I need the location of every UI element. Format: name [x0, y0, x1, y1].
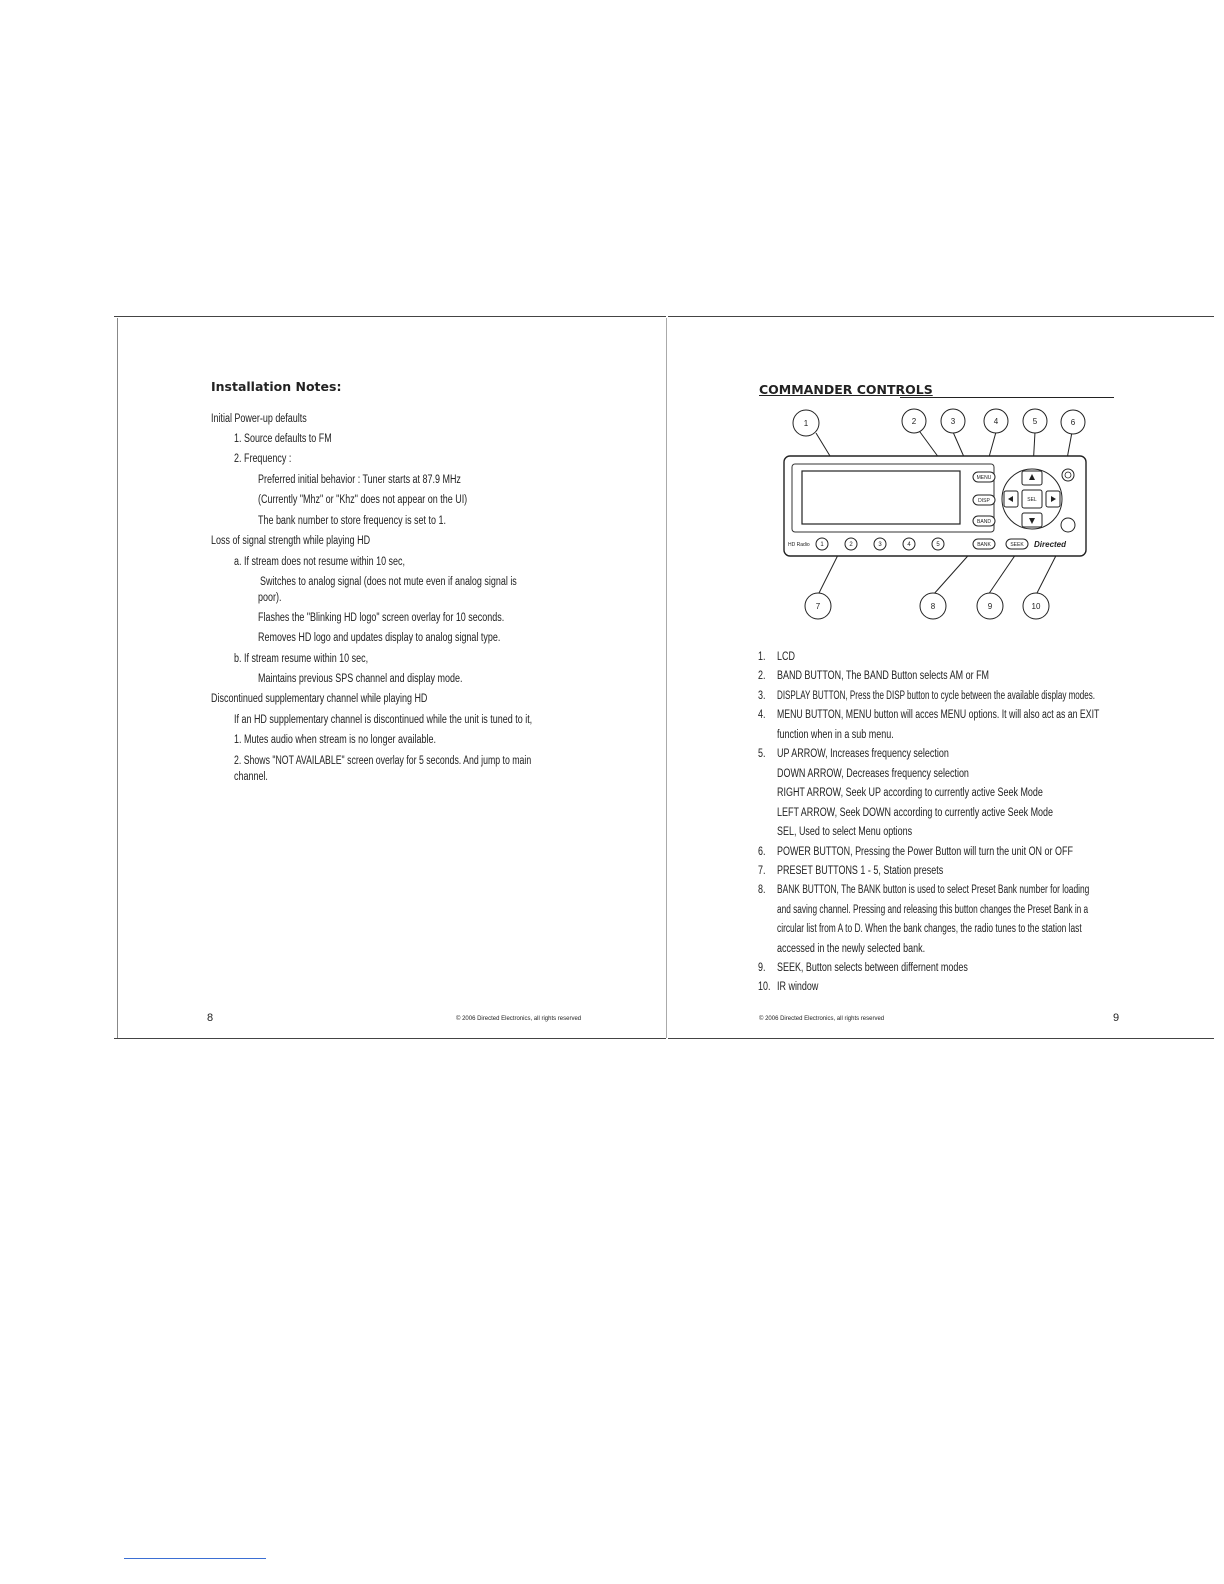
text-line: Maintains previous SPS channel and display mode.	[258, 673, 463, 685]
bottom-border-right	[668, 1038, 1214, 1039]
text-line: Initial Power-up defaults	[211, 413, 307, 425]
lcd-screen	[802, 471, 960, 524]
text-line: Loss of signal strength while playing HD	[211, 535, 371, 547]
item-num: 9.	[758, 962, 766, 974]
callout-10: 10	[1031, 602, 1041, 611]
preset-5-label: 5	[936, 542, 940, 548]
callout-7: 7	[815, 602, 821, 611]
callout-3: 3	[950, 417, 956, 426]
page-number: 9	[1113, 1012, 1120, 1024]
text-line: The bank number to store frequency is set to 1.	[258, 515, 446, 527]
item-text: BANK BUTTON, The BANK button is used to select Preset Bank number for loading	[777, 884, 1090, 896]
item-text: MENU BUTTON, MENU button will acces MENU options. It will also act as an EXIT	[777, 709, 1100, 721]
preset-3-label: 3	[878, 542, 882, 548]
callout-4: 4	[993, 417, 999, 426]
installation-notes-heading: Installation Notes:	[211, 379, 342, 394]
item-num: 4.	[758, 709, 766, 721]
item-num: 7.	[758, 865, 766, 877]
item-text: POWER BUTTON, Pressing the Power Button will turn the unit ON or OFF	[777, 846, 1073, 858]
top-border-left	[114, 316, 666, 317]
top-border-right	[668, 316, 1214, 317]
item-num: 1.	[758, 651, 766, 663]
callout-5: 5	[1032, 417, 1038, 426]
heading-rule	[900, 397, 1114, 398]
menu-button-label: MENU	[976, 475, 992, 481]
item-text: LEFT ARROW, Seek DOWN according to currently active Seek Mode	[777, 807, 1054, 819]
radio-faceplate-diagram	[770, 400, 1100, 630]
bottom-link-underline	[124, 1558, 266, 1559]
hd-radio-logo: HD Radio	[788, 542, 810, 548]
callout-9: 9	[987, 602, 993, 611]
callout-8: 8	[930, 602, 936, 611]
item-text: DISPLAY BUTTON, Press the DISP button to cycle between the available display modes.	[777, 690, 1095, 702]
text-line: (Currently "Mhz" or "Khz" does not appear on the UI)	[258, 494, 468, 506]
callout-2: 2	[911, 417, 917, 426]
item-text: accessed in the newly selected bank.	[777, 943, 926, 955]
item-num: 6.	[758, 846, 766, 858]
item-text: IR window	[777, 981, 819, 993]
text-line: If an HD supplementary channel is discontinued while the unit is tuned to it,	[234, 714, 533, 726]
commander-controls-heading: COMMANDER CONTROLS	[759, 382, 933, 397]
item-num: 3.	[758, 690, 766, 702]
item-text: RIGHT ARROW, Seek UP according to currently active Seek Mode	[777, 787, 1043, 799]
left-edge	[117, 318, 118, 1038]
text-line: Flashes the "Blinking HD logo" screen overlay for 10 seconds.	[258, 612, 505, 624]
text-line: b. If stream resume within 10 sec,	[234, 653, 369, 665]
item-text: DOWN ARROW, Decreases frequency selection	[777, 768, 969, 780]
text-line: poor).	[258, 592, 282, 604]
power-button	[1062, 469, 1074, 481]
item-text: LCD	[777, 651, 795, 663]
item-num: 10.	[758, 981, 771, 993]
preset-2-label: 2	[849, 542, 853, 548]
item-text: PRESET BUTTONS 1 - 5, Station presets	[777, 865, 944, 877]
item-text: BAND BUTTON, The BAND Button selects AM or FM	[777, 670, 990, 682]
text-line: Preferred initial behavior : Tuner starts at 87.9 MHz	[258, 474, 461, 486]
text-line: Removes HD logo and updates display to analog signal type.	[258, 632, 501, 644]
sel-button-label: SEL	[1027, 497, 1037, 503]
item-text: UP ARROW, Increases frequency selection	[777, 748, 949, 760]
page-number: 8	[207, 1012, 214, 1024]
item-num: 5.	[758, 748, 766, 760]
preset-4-label: 4	[907, 542, 911, 548]
text-line: 2. Shows "NOT AVAILABLE" screen overlay for 5 seconds. And jump to main	[234, 755, 532, 767]
text-line: a. If stream does not resume within 10 sec,	[234, 556, 406, 568]
item-text: SEEK, Button selects between differnent modes	[777, 962, 968, 974]
disp-button-label: DISP	[978, 498, 990, 504]
brand-logo: Directed	[1034, 540, 1067, 549]
item-num: 8.	[758, 884, 766, 896]
item-text: function when in a sub menu.	[777, 729, 894, 741]
text-line: channel.	[234, 771, 268, 783]
band-button-label: BAND	[977, 519, 991, 525]
text-line: Switches to analog signal (does not mute even if analog signal is	[260, 576, 517, 588]
item-text: SEL, Used to select Menu options	[777, 826, 913, 838]
text-line: 1. Source defaults to FM	[234, 433, 332, 445]
preset-1-label: 1	[820, 542, 824, 548]
bottom-border-left	[114, 1038, 666, 1039]
item-num: 2.	[758, 670, 766, 682]
item-text: and saving channel. Pressing and releasing this button changes the Preset Bank in a	[777, 904, 1089, 916]
callout-6: 6	[1070, 418, 1076, 427]
text-line: 1. Mutes audio when stream is no longer available.	[234, 734, 436, 746]
text-line: Discontinued supplementary channel while playing HD	[211, 693, 428, 705]
item-text: circular list from A to D. When the bank changes, the radio tunes to the station last	[777, 923, 1082, 935]
callout-1: 1	[803, 419, 809, 428]
text-line: 2. Frequency :	[234, 453, 292, 465]
copyright-footer: © 2006 Directed Electronics, all rights reserved	[456, 1016, 582, 1022]
seek-button-label: SEEK	[1010, 542, 1024, 548]
bank-button-label: BANK	[977, 542, 991, 548]
ir-window	[1061, 518, 1075, 532]
copyright-footer: © 2006 Directed Electronics, all rights reserved	[759, 1016, 885, 1022]
center-spine	[666, 318, 667, 1038]
